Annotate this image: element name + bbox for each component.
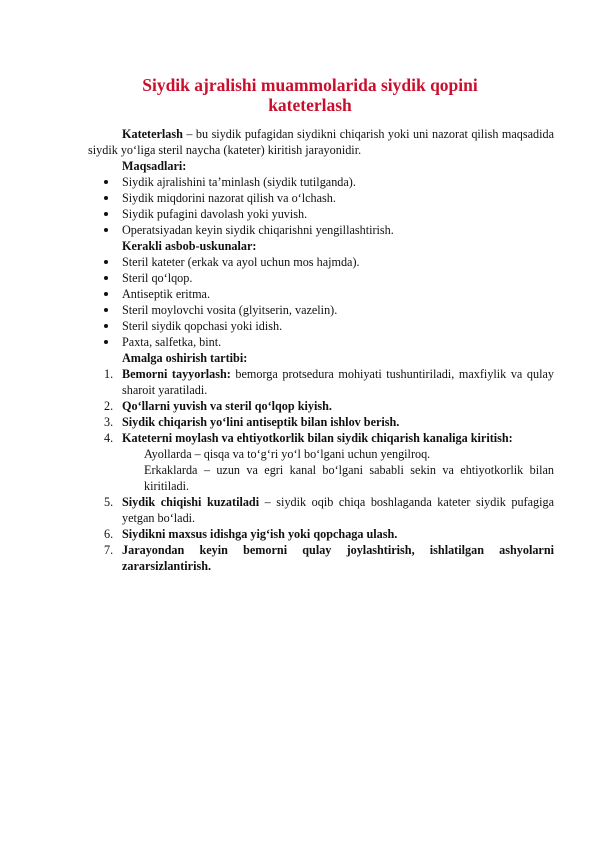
list-item-text: Siydik ajralishini ta’minlash (siydik tutilganda). [122,175,356,189]
step-title: Siydikni maxsus idishga yig‘ish yoki qopchaga ulash. [122,527,398,541]
list-item [104,430,554,494]
step-number: 4. [104,431,114,445]
step-number: 6. [104,527,114,541]
list-item [104,174,394,190]
document-title: Siydik ajralishi muammolarida siydik qopini kateterlash [142,75,478,115]
list-item [104,414,554,430]
bullet-icon [104,340,108,344]
step-number: 2. [104,399,114,413]
list-item [104,222,394,238]
bullet-icon [104,324,108,328]
list-item-text: Antiseptik eritma. [122,287,211,301]
list-item-text: Operatsiyadan keyin siydik chiqarishni yengillashtirish. [122,223,394,237]
step-title: Kateterni moylash va ehtiyotkorlik bilan siydik chiqarish kanaliga kiritish: [122,431,513,445]
list-item [104,526,554,542]
list-item [104,366,554,398]
list-item [104,334,360,350]
bullet-icon [104,276,108,280]
step-title: Siydik chiqishi kuzatiladi [122,495,260,509]
list-item-text: Siydik pufagini davolash yoki yuvish. [122,207,308,221]
intro-text: – bu siydik pufagidan siydikni chiqarish yoki uni nazorat qilish maqsadida siydik yo‘liga steril naycha (kateter) kiritish jarayonidir. [88,127,554,157]
list-item [104,318,360,334]
step-number: 5. [104,495,114,509]
list-item [104,494,554,526]
list-item-text: Steril moylovchi vosita (glyitserin, vazelin). [122,303,338,317]
list-item [104,254,360,270]
bullet-icon [104,228,108,232]
list-item [104,190,394,206]
step-number: 1. [104,367,114,381]
step-note: Ayollarda – qisqa va to‘g‘ri yo‘l bo‘lgani uchun yengilroq. [144,447,431,461]
step-text: bemorga protsedura mohiyati tushuntiriladi, maxfiylik va qulay sharoit yaratiladi. [122,367,554,397]
goals-list [104,174,394,238]
list-item [104,542,554,574]
procedure-steps [104,366,554,574]
step-number: 7. [104,543,114,557]
intro-paragraph [88,126,554,158]
list-item-text: Steril siydik qopchasi yoki idish. [122,319,283,333]
goals-heading: Maqsadlari: [122,159,187,173]
bullet-icon [104,180,108,184]
step-text: – siydik oqib chiqa boshlaganda kateter siydik pufagiga yetgan bo‘ladi. [122,495,554,525]
bullet-icon [104,292,108,296]
list-item [104,286,360,302]
list-item-text: Paxta, salfetka, bint. [122,335,222,349]
bullet-icon [104,260,108,264]
list-item [104,398,554,414]
list-item-text: Steril qo‘lqop. [122,271,193,285]
step-title: Qo‘llarni yuvish va steril qo‘lqop kiyish. [122,399,332,413]
list-item-text: Siydik miqdorini nazorat qilish va o‘lchash. [122,191,336,205]
procedure-heading: Amalga oshirish tartibi: [122,351,248,365]
list-item [104,302,360,318]
step-number: 3. [104,415,114,429]
step-title: Bemorni tayyorlash: [122,367,231,381]
list-item [104,206,394,222]
step-title: Jarayondan keyin bemorni qulay joylashtirish, ishlatilgan ashyolarni zararsizlantirish. [122,543,554,573]
list-item [104,270,360,286]
intro-term: Kateterlash [122,127,183,141]
equipment-list [104,254,360,350]
step-note: Erkaklarda – uzun va egri kanal bo‘lgani sababli sekin va ehtiyotkorlik bilan kiritiladi. [144,463,554,493]
step-title: Siydik chiqarish yo‘lini antiseptik bilan ishlov berish. [122,415,400,429]
bullet-icon [104,308,108,312]
bullet-icon [104,196,108,200]
list-item-text: Steril kateter (erkak va ayol uchun mos hajmda). [122,255,360,269]
bullet-icon [104,212,108,216]
equipment-heading: Kerakli asbob-uskunalar: [122,239,257,253]
